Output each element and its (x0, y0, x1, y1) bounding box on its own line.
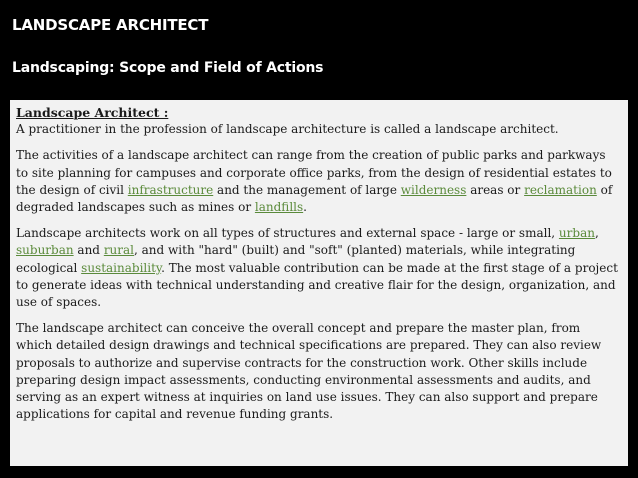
text-run: The activities of a landscape architect can range from the creation of public parks and parkways to site planning for campuses and corporate office parks, from the design of residential estates to the design of civil (16, 148, 612, 197)
skills-paragraph: The landscape architect can conceive the overall concept and prepare the master plan, from which detailed design drawings and technical specifications are prepared. They can also review proposals to authorize and supervise contracts for the construction work. Other skills include preparing design impact assessments, conducting environmental assessments and audits, and serving as an expert witness at inquiries on land use issues. They can also support and prepare applications for capital and revenue funding grants. (16, 321, 602, 422)
link-sustainability[interactable]: sustainability (81, 260, 162, 275)
activities-paragraph (16, 147, 620, 216)
document-excerpt (10, 100, 628, 466)
text-run: Landscape architects work on all types of structures and external space - large or small, (16, 226, 559, 241)
text-run: of degraded landscapes such as mines or (16, 182, 613, 215)
text-run: , (594, 226, 599, 241)
link-suburban[interactable]: suburban (16, 243, 74, 258)
text-run: and the management of large (213, 182, 401, 197)
intro-paragraph: A practitioner in the profession of landscape architecture is called a landscape architect. (16, 122, 559, 137)
link-urban[interactable]: urban (558, 226, 595, 241)
link-landfills[interactable]: landfills (254, 200, 304, 215)
link-reclamation[interactable]: reclamation (524, 182, 597, 197)
section-heading: Landscape Architect : (16, 105, 169, 120)
link-wilderness[interactable]: wilderness (400, 182, 467, 197)
slide-subtitle: Landscaping: Scope and Field of Actions (12, 60, 324, 76)
text-run: , and with "hard" (built) and "soft" (planted) materials, while integrating ecological (16, 243, 576, 275)
text-run: . (303, 200, 307, 215)
text-run: . The most valuable contribution can be made at the first stage of a project to generate ideas with technical understanding and creative flair for the design, organization, and use of spaces. (16, 260, 618, 310)
link-rural[interactable]: rural (103, 243, 135, 258)
text-run: and (73, 243, 104, 258)
slide-title: LANDSCAPE ARCHITECT (12, 16, 209, 34)
text-run: areas or (466, 182, 525, 197)
link-infrastructure[interactable]: infrastructure (127, 182, 214, 197)
work-types-paragraph (16, 225, 620, 311)
